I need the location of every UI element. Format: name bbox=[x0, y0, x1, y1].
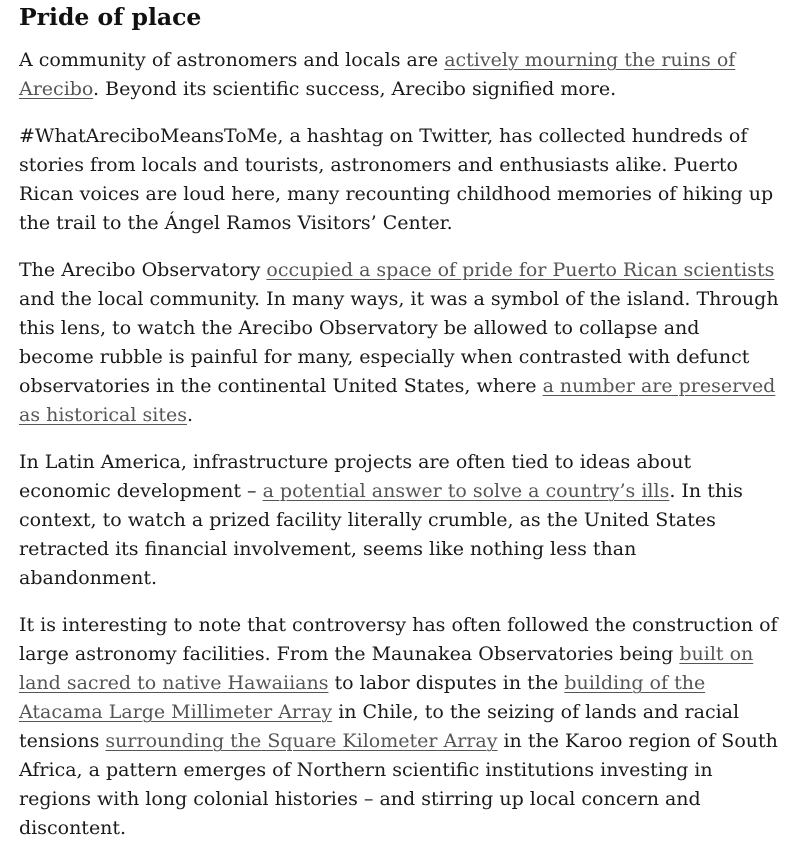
paragraph-text: In Latin America, infrastructure projects are often tied to ideas about economic development – bbox=[19, 451, 692, 502]
paragraph-3 bbox=[19, 256, 779, 430]
link-country-ills[interactable]: a potential answer to solve a country’s ills bbox=[262, 480, 670, 502]
paragraph-text: A community of astronomers and locals are bbox=[19, 49, 445, 71]
paragraph-text: to labor disputes in the bbox=[328, 672, 565, 694]
section-heading: Pride of place bbox=[19, 3, 202, 31]
link-atacama-array[interactable]: building of the Atacama Large Millimeter Array bbox=[19, 672, 706, 723]
link-mourning-arecibo[interactable]: actively mourning the ruins of Arecibo bbox=[19, 49, 736, 100]
paragraph-text: and the local community. In many ways, it was a symbol of the island. Through this lens, to watch the Arecibo Observatory be allowed to collapse and become rubble is painful for many, especially when contrasted with defunct observatories in the continental United States, where bbox=[19, 288, 779, 397]
link-historical-sites[interactable]: a number are preserved as historical sites bbox=[19, 375, 776, 426]
link-square-kilometer-array[interactable]: surrounding the Square Kilometer Array bbox=[105, 730, 498, 752]
link-pride-for-scientists[interactable]: occupied a space of pride for Puerto Rican scientists bbox=[266, 259, 775, 281]
paragraph-text: #WhatAreciboMeansToMe, a hashtag on Twitter, has collected hundreds of stories from locals and tourists, astronomers and enthusiasts alike. Puerto Rican voices are loud here, many recounting childhood memories of hiking up the trail to the Ángel Ramos Visitors’ Center. bbox=[19, 125, 774, 234]
paragraph-1 bbox=[19, 46, 779, 104]
paragraph-text: . bbox=[186, 404, 194, 426]
paragraph-text: . Beyond its scientific success, Arecibo signified more. bbox=[93, 78, 617, 100]
link-sacred-land-hawaiians[interactable]: built on land sacred to native Hawaiians bbox=[19, 643, 754, 694]
paragraph-text: It is interesting to note that controversy has often followed the construction of large astronomy facilities. From the Maunakea Observatories being bbox=[19, 614, 778, 665]
paragraph-text: in Chile, to the seizing of lands and racial tensions bbox=[19, 701, 740, 752]
paragraph-text: . In this context, to watch a prized facility literally crumble, as the United States retracted its financial involvement, seems like nothing less than abandonment. bbox=[19, 480, 743, 589]
paragraph-4 bbox=[19, 448, 779, 593]
article-body bbox=[19, 0, 779, 843]
paragraph-text: in the Karoo region of South Africa, a pattern emerges of Northern scientific institutions investing in regions with long colonial histories – and stirring up local concern and discontent. bbox=[19, 730, 778, 839]
paragraph-2 bbox=[19, 122, 779, 238]
paragraph-5 bbox=[19, 611, 779, 843]
paragraph-text: The Arecibo Observatory bbox=[19, 259, 267, 281]
